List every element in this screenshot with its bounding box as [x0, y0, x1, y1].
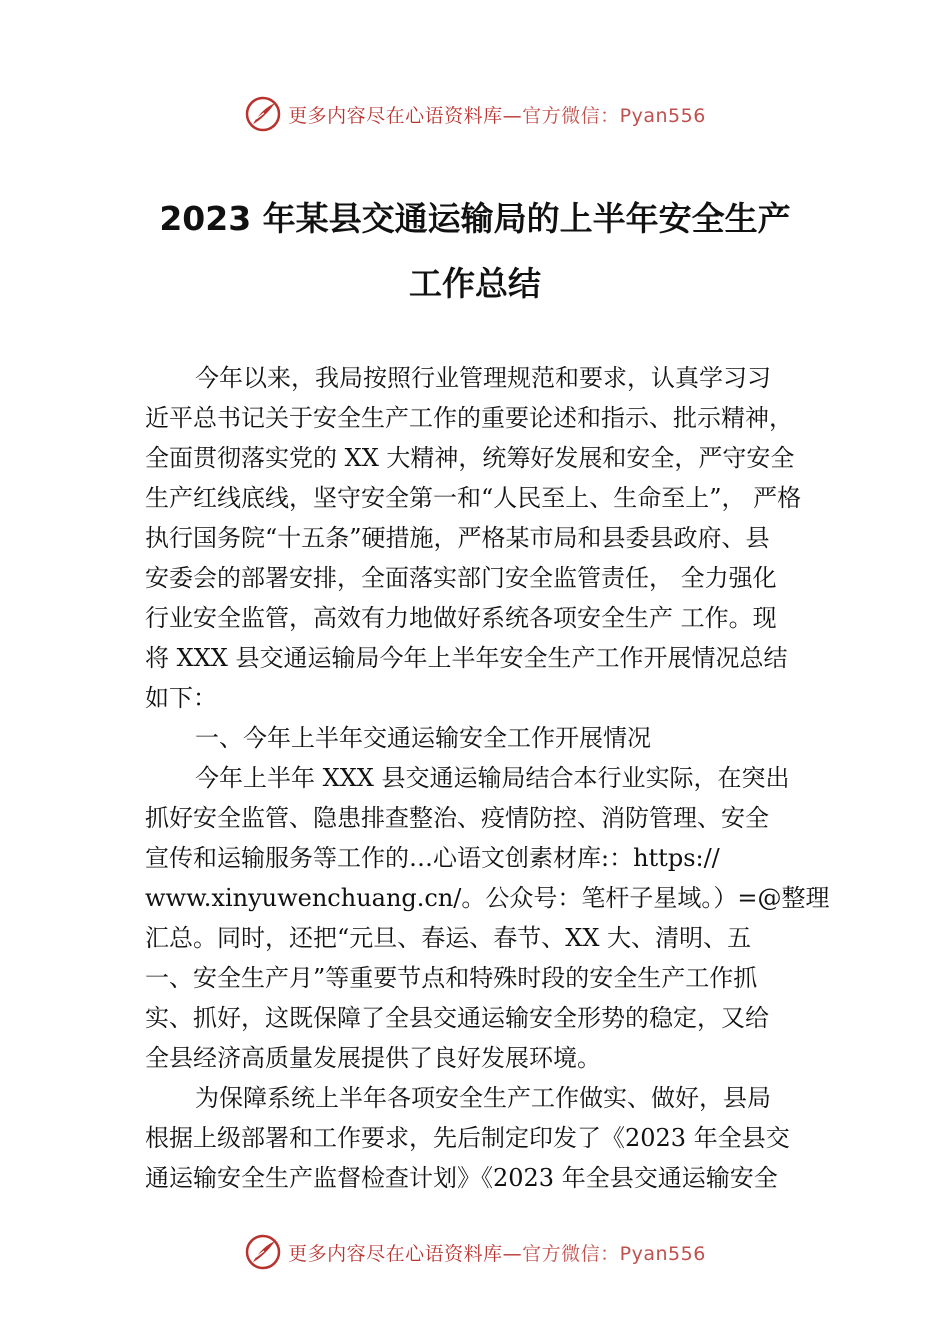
body-line: 将 XXX 县交通运输局今年上半年安全生产工作开展情况总结	[145, 644, 788, 672]
body-line: 今年以来，我局按照行业管理规范和要求，认真学习习	[195, 364, 771, 392]
header-banner	[0, 94, 950, 134]
body-line: 宣传和运输服务等工作的…心语文创素材库:：https://	[145, 844, 720, 872]
feather-logo-icon	[244, 95, 282, 133]
body-line: 生产红线底线，坚守安全第一和“人民至上、生命至上”， 严格	[145, 484, 802, 512]
banner-wechat-text: 官方微信：Pyan556	[522, 104, 706, 127]
body-line: 根据上级部署和工作要求，先后制定印发了《2023 年全县交	[145, 1124, 790, 1152]
body-line: 为保障系统上半年各项安全生产工作做实、做好，县局	[195, 1084, 771, 1112]
body-line: 今年上半年 XXX 县交通运输局结合本行业实际，在突出	[195, 764, 790, 792]
document-title-line-1: 2023 年某县交通运输局的上半年安全生产	[159, 199, 791, 238]
banner-main-text: 更多内容尽在心语资料库	[288, 1242, 503, 1265]
banner-dash: —	[502, 1242, 523, 1265]
banner-wechat-text: 官方微信：Pyan556	[522, 1242, 706, 1265]
banner-text	[288, 1239, 706, 1266]
banner-main-text: 更多内容尽在心语资料库	[288, 104, 503, 127]
feather-logo-icon	[244, 1233, 282, 1271]
footer-banner	[0, 1232, 950, 1272]
document-body	[145, 358, 835, 1198]
body-line: 一、今年上半年交通运输安全工作开展情况	[195, 724, 651, 752]
banner-dash: —	[502, 104, 523, 127]
body-line: 全县经济高质量发展提供了良好发展环境。	[145, 1044, 601, 1072]
body-line: 通运输安全生产监督检查计划》《2023 年全县交通运输安全	[145, 1164, 778, 1192]
body-line: 如下：	[145, 684, 217, 712]
body-line: 实、抓好，这既保障了全县交通运输安全形势的稳定，又给	[145, 1004, 769, 1032]
body-line: www.xinyuwenchuang.cn/。公众号：笔杆子星域。）=@整理	[145, 884, 830, 912]
body-line: 抓好安全监管、隐患排查整治、疫情防控、消防管理、安全	[145, 804, 769, 832]
body-line: 执行国务院“十五条”硬措施，严格某市局和县委县政府、县	[145, 524, 770, 552]
body-line: 行业安全监管，高效有力地做好系统各项安全生产 工作。现	[145, 604, 777, 632]
body-line: 一、安全生产月”等重要节点和特殊时段的安全生产工作抓	[145, 964, 758, 992]
banner-text	[288, 101, 706, 128]
body-line: 近平总书记关于安全生产工作的重要论述和指示、批示精神，	[145, 404, 793, 432]
body-line: 全面贯彻落实党的 XX 大精神，统筹好发展和安全，严守安全	[145, 444, 795, 472]
document-title-line-2: 工作总结	[409, 264, 541, 303]
body-line: 安委会的部署安排，全面落实部门安全监管责任， 全力强化	[145, 564, 777, 592]
body-line: 汇总。同时，还把“元旦、春运、春节、XX 大、清明、五	[145, 924, 752, 952]
